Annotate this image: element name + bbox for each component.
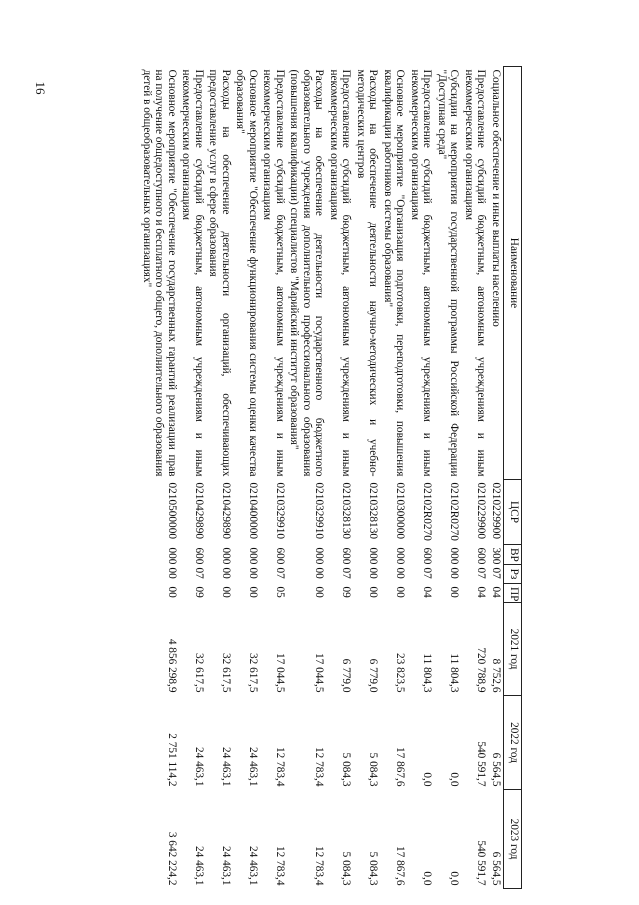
row-vr: 000	[166, 547, 178, 565]
row-rz: 00	[394, 567, 407, 579]
row-vr: 600	[193, 547, 205, 565]
table-row	[408, 67, 435, 889]
row-2023: 12 783,4	[274, 845, 286, 886]
row-name: Предоставление субсидий бюджетным, автономным учреждениям и иным некоммерческим организациям	[328, 69, 353, 477]
row-csr: 0210329910	[313, 482, 326, 539]
row-pr: 00	[166, 586, 178, 598]
row-pr: 09	[340, 586, 353, 598]
row-2022: 12 783,4	[313, 746, 326, 787]
row-pr: 00	[394, 586, 407, 598]
table-row	[179, 67, 206, 889]
row-2023: 5 084,3	[367, 851, 380, 886]
row-2022: 24 463,1	[247, 746, 259, 787]
header-vr: ВР	[504, 545, 522, 565]
table-row	[462, 67, 489, 889]
row-pr: 09	[193, 586, 205, 598]
row-2022: 12 783,4	[274, 746, 286, 787]
row-name: Предоставление субсидий бюджетным, автономным учреждениям и иным некоммерческим организациям	[180, 69, 205, 477]
row-pr: 04	[490, 586, 502, 598]
row-csr: 0210400000	[247, 482, 259, 539]
row-vr: 000	[394, 547, 407, 565]
row-vr: 600	[475, 547, 488, 565]
row-pr: 00	[247, 586, 259, 598]
row-vr: 000	[448, 547, 461, 565]
row-rz: 00	[313, 567, 326, 579]
row-2021: 17 044,5	[313, 652, 326, 693]
row-csr: 0210329910	[274, 482, 286, 539]
row-csr: 0210429890	[193, 482, 205, 539]
row-2021: 720 788,9	[475, 647, 488, 693]
table-row	[489, 67, 504, 889]
row-csr: 0210229900	[490, 482, 502, 539]
row-2021: 6 779,0	[340, 658, 353, 693]
row-name: Предоставление субсидий бюджетным, автономным учреждениям и иным некоммерческим организациям	[261, 69, 286, 477]
row-csr: 0210429890	[220, 482, 232, 539]
row-pr: 05	[274, 586, 286, 598]
row-2021: 32 617,5	[220, 652, 232, 693]
row-csr: 02102R0270	[421, 482, 434, 541]
table-row	[140, 67, 180, 889]
row-rz: 07	[475, 567, 488, 579]
row-2022: 24 463,1	[193, 746, 205, 787]
row-rz: 07	[340, 567, 353, 579]
row-2023: 3 642 224,2	[166, 831, 178, 886]
row-2021: 8 752,6	[490, 658, 502, 693]
row-2022: 0,0	[448, 772, 461, 787]
row-name: Расходы на обеспечение деятельности государственного бюджетного образовательного учреждения дополнительного профессионального образования (повышения квалификации) специалистов "Марийский институт образования"	[288, 69, 326, 477]
row-vr: 300	[490, 547, 502, 565]
row-2023: 24 463,1	[247, 845, 259, 886]
row-pr: 00	[367, 586, 380, 598]
row-name: Предоставление субсидий бюджетным, автономным учреждениям и иным некоммерческим организациям	[409, 69, 434, 477]
table-row	[327, 67, 354, 889]
table-row	[287, 67, 327, 889]
row-rz: 00	[166, 567, 178, 579]
row-csr: 0210328130	[340, 482, 353, 539]
table-row	[260, 67, 287, 889]
row-2022: 6 564,5	[490, 752, 502, 787]
row-2023: 24 463,1	[220, 845, 232, 886]
row-csr: 0210500000	[166, 482, 178, 539]
row-csr: 0210229900	[475, 482, 488, 539]
header-2022: 2022 год	[504, 696, 522, 790]
row-vr: 000	[247, 547, 259, 565]
row-rz: 00	[220, 567, 232, 579]
table-row	[354, 67, 381, 889]
row-2022: 5 084,3	[367, 752, 380, 787]
table-row	[381, 67, 408, 889]
header-name: Наименование	[504, 67, 522, 480]
row-name: Предоставление субсидий бюджетным, автономным учреждениям и иным некоммерческим организациям	[463, 69, 488, 477]
row-vr: 600	[421, 547, 434, 565]
row-name: Социальное обеспечение и иные выплаты населению	[490, 69, 502, 327]
row-2022: 2 751 114,2	[166, 733, 178, 787]
row-name: Основное мероприятие "Обеспечение государственных гарантий реализации прав на получение общедоступного и бесплатного общего, дополнительного образования детей в общеобразовательных организациях"	[141, 69, 178, 477]
row-pr: 00	[220, 586, 232, 598]
table-row	[233, 67, 260, 889]
row-name: Расходы на обеспечение деятельности организаций, обеспечивающих предоставление услуг в сфере образования	[207, 69, 232, 477]
header-rz: Рз	[504, 565, 522, 584]
table-body	[140, 67, 504, 889]
row-csr: 02102R0270	[448, 482, 461, 541]
row-csr: 0210300000	[394, 482, 407, 539]
row-2021: 6 779,0	[367, 658, 380, 693]
header-2021: 2021 год	[504, 603, 522, 696]
row-2023: 12 783,4	[313, 845, 326, 886]
row-rz: 07	[193, 567, 205, 579]
table-row	[206, 67, 233, 889]
row-2021: 32 617,5	[193, 652, 205, 693]
header-pr: ПР	[504, 584, 522, 603]
row-pr: 04	[475, 586, 488, 598]
header-2023: 2023 год	[504, 790, 522, 889]
row-2023: 540 591,7	[475, 840, 488, 886]
row-2023: 5 084,3	[340, 851, 353, 886]
row-2023: 0,0	[448, 871, 461, 886]
row-2022: 24 463,1	[220, 746, 232, 787]
row-rz: 00	[367, 567, 380, 579]
row-vr: 000	[220, 547, 232, 565]
row-2021: 17 044,5	[274, 652, 286, 693]
row-vr: 000	[313, 547, 326, 565]
row-rz: 07	[490, 567, 502, 579]
row-2021: 11 804,3	[421, 653, 434, 693]
row-2022: 540 591,7	[475, 741, 488, 787]
row-2022: 0,0	[421, 772, 434, 787]
budget-table-container	[97, 66, 522, 888]
row-vr: 600	[274, 547, 286, 565]
table-header	[504, 67, 522, 889]
row-2023: 24 463,1	[193, 845, 205, 886]
row-rz: 07	[421, 567, 434, 579]
row-2022: 5 084,3	[340, 752, 353, 787]
row-2021: 11 804,3	[448, 653, 461, 693]
row-pr: 00	[448, 586, 461, 598]
row-vr: 000	[367, 547, 380, 565]
row-2021: 4 856 298,9	[166, 638, 178, 693]
row-rz: 07	[274, 567, 286, 579]
row-rz: 00	[247, 567, 259, 579]
row-2023: 17 867,6	[394, 845, 407, 886]
row-name: Расходы на обеспечение деятельности научно-методических и учебно-методических центров	[355, 69, 380, 477]
row-name: Субсидии на мероприятия государственной программы Российской Федерации "Доступная среда"	[436, 69, 461, 477]
row-2023: 0,0	[421, 871, 434, 886]
row-csr: 0210328130	[367, 482, 380, 539]
page-number: 16	[33, 81, 48, 95]
row-rz: 00	[448, 567, 461, 579]
row-2022: 17 867,6	[394, 746, 407, 787]
row-name: Основное мероприятие "Организация подготовки, переподготовки, повышения квалификации работников системы образования"	[382, 69, 407, 477]
row-2021: 23 823,5	[394, 652, 407, 693]
header-csr: ЦСР	[504, 480, 522, 545]
table-row	[435, 67, 462, 889]
row-2023: 6 564,5	[490, 851, 502, 886]
row-pr: 00	[313, 586, 326, 598]
budget-table	[140, 66, 523, 889]
row-pr: 04	[421, 586, 434, 598]
row-name: Основное мероприятие "Обеспечение функционирования системы оценки качества образования"	[234, 69, 259, 477]
row-2021: 32 617,5	[247, 652, 259, 693]
row-vr: 600	[340, 547, 353, 565]
